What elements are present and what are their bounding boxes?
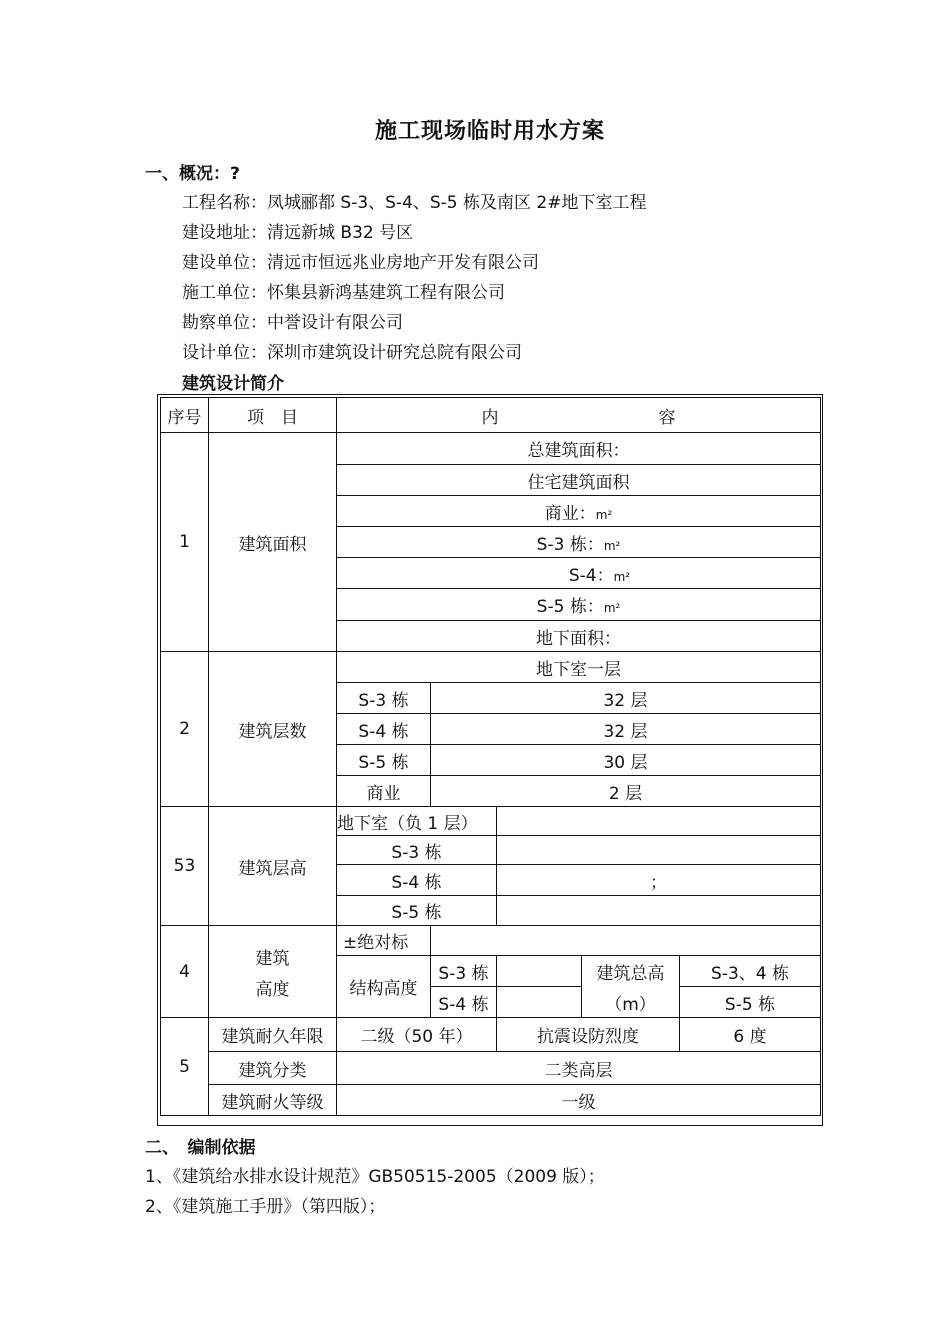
header-content: [337, 398, 821, 433]
basis-line-1: 1、《建筑给水排水设计规范》GB50515-2005（2009 版）；: [145, 1167, 605, 1187]
floors-value: 32 层: [431, 683, 821, 714]
area-s4: S-4：m²: [337, 558, 821, 589]
floors-value: 32 层: [431, 714, 821, 745]
heights-label: 建筑层高: [209, 807, 337, 926]
heights-s4: S-4 栋: [337, 865, 497, 896]
bh-s34: S-3、4 栋: [680, 956, 821, 987]
heights-s5: S-5 栋: [337, 896, 497, 926]
bh-s3: S-3 栋: [431, 956, 497, 987]
bh-total-line-2: （m）: [605, 994, 656, 1015]
heights-s3-value: [497, 836, 821, 865]
seismic-value: 6 度: [680, 1018, 821, 1052]
bh-elevation-value: [431, 926, 821, 956]
fire-value: 一级: [337, 1085, 821, 1116]
page-title: 施工现场临时用水方案: [374, 119, 605, 144]
bh-label-line-2: 高度: [255, 979, 290, 1000]
survey-unit-line: 勘察单位：中誉设计有限公司: [182, 313, 403, 333]
class-value: 二类高层: [337, 1052, 821, 1085]
bh-elevation: ±绝对标: [337, 926, 431, 956]
bh-s4: S-4 栋: [431, 987, 497, 1018]
heights-s3: S-3 栋: [337, 836, 497, 865]
area-residential: 住宅建筑面积: [337, 465, 821, 496]
unit-s3: m²: [603, 538, 621, 553]
class-label: 建筑分类: [209, 1052, 337, 1085]
table-title: 建筑设计简介: [182, 374, 284, 394]
fire-label: 建筑耐火等级: [209, 1085, 337, 1116]
floors-name: S-3 栋: [337, 683, 431, 714]
heights-basement: 地下室（负 1 层）: [337, 807, 497, 836]
header-content-b: 容: [658, 407, 676, 428]
design-unit-line: 设计单位：深圳市建筑设计研究总院有限公司: [182, 343, 522, 363]
unit-s4: m²: [613, 569, 631, 584]
area-no: 1: [161, 433, 209, 652]
site-address-line: 建设地址：清远新城 B32 号区: [182, 223, 414, 243]
area-underground: 地下面积：: [337, 621, 821, 652]
basis-line-2: 2、《建筑施工手册》（第四版）；: [145, 1197, 386, 1217]
durability-value: 二级（50 年）: [337, 1018, 497, 1052]
area-commercial: 商业：m²: [337, 496, 821, 527]
heights-s5-value: [497, 896, 821, 926]
section-2-heading: 二、 编制依据: [145, 1138, 256, 1158]
building-design-table: [160, 397, 821, 1116]
owner-line: 建设单位：清远市恒远兆业房地产开发有限公司: [182, 253, 539, 273]
heights-no: 53: [161, 807, 209, 926]
header-item: 项 目: [209, 398, 337, 433]
area-total: 总建筑面积：: [337, 433, 821, 465]
heights-s4-value: ；: [497, 865, 821, 896]
bh-s4-value: [497, 987, 582, 1018]
header-no: 序号: [161, 398, 209, 433]
floors-no: 2: [161, 652, 209, 807]
contractor-line: 施工单位：怀集县新鸿基建筑工程有限公司: [182, 283, 505, 303]
header-row: [161, 398, 821, 433]
bh-s5: S-5 栋: [680, 987, 821, 1018]
bh-no: 4: [161, 926, 209, 1018]
floors-name: 商业: [337, 776, 431, 807]
floors-basement: 地下室一层: [337, 652, 821, 683]
floors-value: 30 层: [431, 745, 821, 776]
bh-label: [209, 926, 337, 1018]
area-s3: S-3 栋：m²: [337, 527, 821, 558]
unit-commercial: m²: [595, 507, 613, 522]
bh-label-line-1: 建筑: [255, 948, 290, 969]
heights-basement-value: [497, 807, 821, 836]
bh-total-line-1: 建筑总高: [596, 963, 665, 984]
area-s5: S-5 栋：m²: [337, 589, 821, 621]
bh-s3-value: [497, 956, 582, 987]
floors-value: 2 层: [431, 776, 821, 807]
unit-s5: m²: [603, 601, 621, 615]
floors-label: 建筑层数: [209, 652, 337, 807]
area-label: 建筑面积: [209, 433, 337, 652]
bh-total: [582, 956, 680, 1018]
section-1-heading: 一、概况：?: [145, 164, 240, 184]
seismic-label: 抗震设防烈度: [497, 1018, 680, 1052]
misc-no: 5: [161, 1018, 209, 1116]
bh-struct-height: 结构高度: [337, 956, 431, 1018]
project-name-line: 工程名称：凤城郦都 S-3、S-4、S-5 栋及南区 2#地下室工程: [182, 193, 647, 213]
durability-label: 建筑耐久年限: [209, 1018, 337, 1052]
floors-name: S-5 栋: [337, 745, 431, 776]
floors-name: S-4 栋: [337, 714, 431, 745]
header-content-a: 内: [481, 407, 499, 428]
